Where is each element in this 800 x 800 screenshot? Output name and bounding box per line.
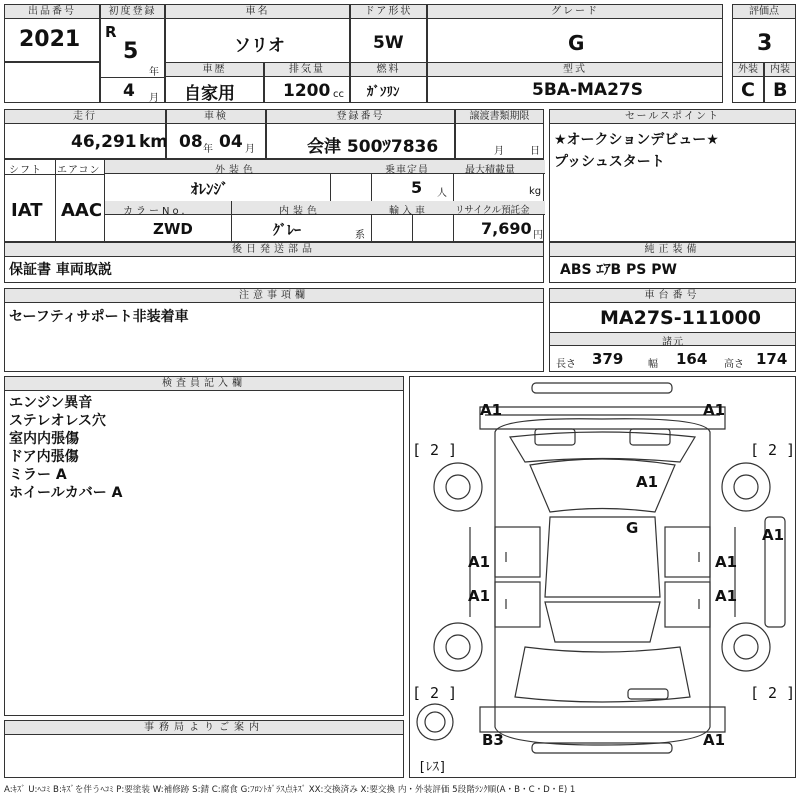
ext-color-label: 外装色 xyxy=(215,165,257,176)
registration-label: 初度登録 xyxy=(101,5,164,19)
grade-value: G xyxy=(568,31,585,55)
inspector-line-5: ミラー A xyxy=(9,467,67,483)
mark-door-left-rear: A1 xyxy=(468,587,491,605)
inspector-line-4: ドア内張傷 xyxy=(9,449,79,465)
equipment-box xyxy=(549,242,796,283)
transfer-day-unit: 日 xyxy=(530,146,540,157)
inspector-label: 検査員記入欄 xyxy=(5,377,403,391)
mark-bracket-rear-right: [ 2 ] xyxy=(750,684,796,702)
mark-front-left: A1 xyxy=(480,401,503,419)
plate-value: 会津 500ﾂ7836 xyxy=(307,137,439,157)
grade-label: グレード xyxy=(428,5,722,19)
later-parts-label: 後日発送部品 xyxy=(5,243,543,257)
transfer-month-unit: 月 xyxy=(494,146,504,157)
height-label: 高さ xyxy=(724,359,744,370)
mark-right-side: A1 xyxy=(762,526,785,544)
lot-label: 出品番号 xyxy=(5,5,99,19)
inspection-label: 車検 xyxy=(167,110,265,124)
mark-rear-right: A1 xyxy=(703,731,726,749)
inspector-line-6: ホイールカバー A xyxy=(9,485,123,501)
inspector-line-3: 室内内張傷 xyxy=(9,431,79,447)
caution-box xyxy=(4,288,544,372)
inspection-year: 08 xyxy=(179,132,203,152)
length-label: 長さ xyxy=(556,359,576,370)
era-mark: R xyxy=(105,23,117,41)
capacity-value: 5 xyxy=(411,178,423,197)
mark-windshield: A1 xyxy=(636,473,659,491)
inspector-box xyxy=(4,376,404,716)
inspection-box xyxy=(166,109,266,159)
inspection-month: 04 xyxy=(219,132,243,152)
mark-bracket-front-left: [ 2 ] xyxy=(412,441,458,459)
door-label: ドア形状 xyxy=(351,5,426,19)
registration-box xyxy=(100,4,165,103)
equipment-value: ABS ｴｱB PS PW xyxy=(560,262,677,278)
score-box xyxy=(732,4,796,63)
door-box xyxy=(350,4,427,63)
mark-front-right: A1 xyxy=(703,401,726,419)
score-label: 評価点 xyxy=(733,5,795,19)
recycle-value: 7,690 xyxy=(481,219,532,238)
later-parts-box xyxy=(4,242,544,283)
sales-point-box xyxy=(549,109,796,242)
mark-door-right-rear: A1 xyxy=(715,587,738,605)
specs-label: 諸元 xyxy=(662,337,684,348)
lot-number: 2021 xyxy=(19,27,81,52)
import-label: 輸入車 xyxy=(389,206,428,217)
door-value: 5W xyxy=(373,33,404,53)
inspection-month-unit: 月 xyxy=(245,144,255,155)
mark-door-right-front: A1 xyxy=(715,553,738,571)
color-no-label: カラーNo. xyxy=(123,206,188,217)
sales-point-label: セールスポイント xyxy=(550,110,795,124)
car-diagram-outline xyxy=(410,377,795,777)
mileage-label: 走行 xyxy=(5,110,165,124)
displacement-value: 1200 xyxy=(283,81,331,101)
plate-label: 登録番号 xyxy=(267,110,454,124)
registration-year: 5 xyxy=(123,39,139,64)
int-color-value: ｸﾞﾚｰ xyxy=(273,223,301,239)
equipment-label: 純正装備 xyxy=(550,243,795,257)
grade-box xyxy=(427,4,723,63)
load-label: 最大積載量 xyxy=(465,165,515,176)
detail-grid xyxy=(4,159,544,242)
legend: A:ｷｽﾞ U:ﾍｺﾐ B:ｷｽﾞを伴うﾍｺﾐ P:要塗装 W:補修跡 S:錆 C:腐食 G:ﾌﾛﾝﾄｶﾞﾗｽ点ｷｽﾞ XX:交換済み X:要交換 内・外装評価 5段階ﾗﾝｸ順(A・B・C・D・E) 1 xyxy=(4,785,576,795)
int-score-box xyxy=(764,62,796,103)
length-value: 379 xyxy=(592,350,624,368)
month-unit: 月 xyxy=(149,93,159,104)
ext-score-label: 外装 xyxy=(733,63,763,77)
capacity-label: 乗車定員 xyxy=(385,165,429,176)
mark-rear-left: B3 xyxy=(482,731,504,749)
model-box xyxy=(427,62,723,103)
displacement-box xyxy=(264,62,350,103)
plate-box xyxy=(266,109,455,159)
transfer-box xyxy=(455,109,544,159)
shift-value: IAT xyxy=(11,200,43,221)
int-score-label: 内装 xyxy=(765,63,795,77)
registration-month: 4 xyxy=(123,81,135,101)
mileage-unit: km xyxy=(139,132,169,152)
shift-label: シフト xyxy=(9,165,42,176)
recycle-unit: 円 xyxy=(533,230,543,241)
history-value: 自家用 xyxy=(184,84,235,104)
displacement-unit: cc xyxy=(333,89,344,100)
mark-bracket-rear-left: [ 2 ] xyxy=(412,684,458,702)
fuel-box xyxy=(350,62,427,103)
fuel-value: ｶﾞｿﾘﾝ xyxy=(367,85,400,100)
history-label: 車歴 xyxy=(166,63,263,77)
model-label: 型式 xyxy=(428,63,722,77)
recycle-label: リサイクル預託金 xyxy=(455,205,530,216)
sales-point-line-2: プッシュスタート xyxy=(554,154,665,170)
history-box xyxy=(165,62,264,103)
chassis-value: MA27S-111000 xyxy=(600,307,761,329)
load-unit: kg xyxy=(529,186,542,197)
mark-door-left-front: A1 xyxy=(468,553,491,571)
width-value: 164 xyxy=(676,350,708,368)
sales-point-line-1: ★オークションデビュー★ xyxy=(554,132,719,148)
ext-score-box xyxy=(732,62,764,103)
int-color-suffix: 系 xyxy=(355,230,365,241)
score-value: 3 xyxy=(757,31,773,56)
lot-blank-box xyxy=(4,62,100,103)
ext-color-value: ｵﾚﾝｼﾞ xyxy=(191,180,229,198)
car-name-box xyxy=(165,4,350,63)
inspector-line-2: ステレオレス穴 xyxy=(9,413,107,429)
mark-spare-tire: [ﾚｽ] xyxy=(418,760,447,775)
lot-box xyxy=(4,4,100,62)
width-label: 幅 xyxy=(648,359,658,370)
office-box xyxy=(4,720,404,778)
color-no-value: ZWD xyxy=(153,220,193,238)
ac-label: エアコン xyxy=(57,165,101,176)
car-name-value: ソリオ xyxy=(234,36,285,56)
inspection-year-unit: 年 xyxy=(203,144,213,155)
model-value: 5BA-MA27S xyxy=(532,80,643,100)
fuel-label: 燃料 xyxy=(351,63,426,77)
caution-label: 注意事項欄 xyxy=(5,289,543,303)
chassis-box xyxy=(549,288,796,372)
capacity-unit: 人 xyxy=(437,188,447,199)
ac-value: AAC xyxy=(61,200,103,221)
int-score-value: B xyxy=(773,79,788,101)
caution-value: セーフティサポート非装着車 xyxy=(9,309,189,325)
year-unit: 年 xyxy=(149,67,159,78)
mark-bracket-front-right: [ 2 ] xyxy=(750,441,796,459)
mark-roof: G xyxy=(626,519,639,537)
car-name-label: 車名 xyxy=(166,5,349,19)
height-value: 174 xyxy=(756,350,788,368)
displacement-label: 排気量 xyxy=(265,63,349,77)
mileage-value: 46,291 xyxy=(71,132,137,152)
ext-score-value: C xyxy=(741,79,755,101)
car-diagram-box xyxy=(409,376,796,778)
mileage-box xyxy=(4,109,169,159)
transfer-label: 譲渡書類期限 xyxy=(456,110,543,124)
later-parts-value: 保証書 車両取説 xyxy=(9,262,112,278)
chassis-label: 車台番号 xyxy=(550,289,795,303)
int-color-label: 内装色 xyxy=(279,206,321,217)
office-label: 事務局よりご案内 xyxy=(5,721,403,735)
inspector-line-1: エンジン異音 xyxy=(9,395,93,411)
